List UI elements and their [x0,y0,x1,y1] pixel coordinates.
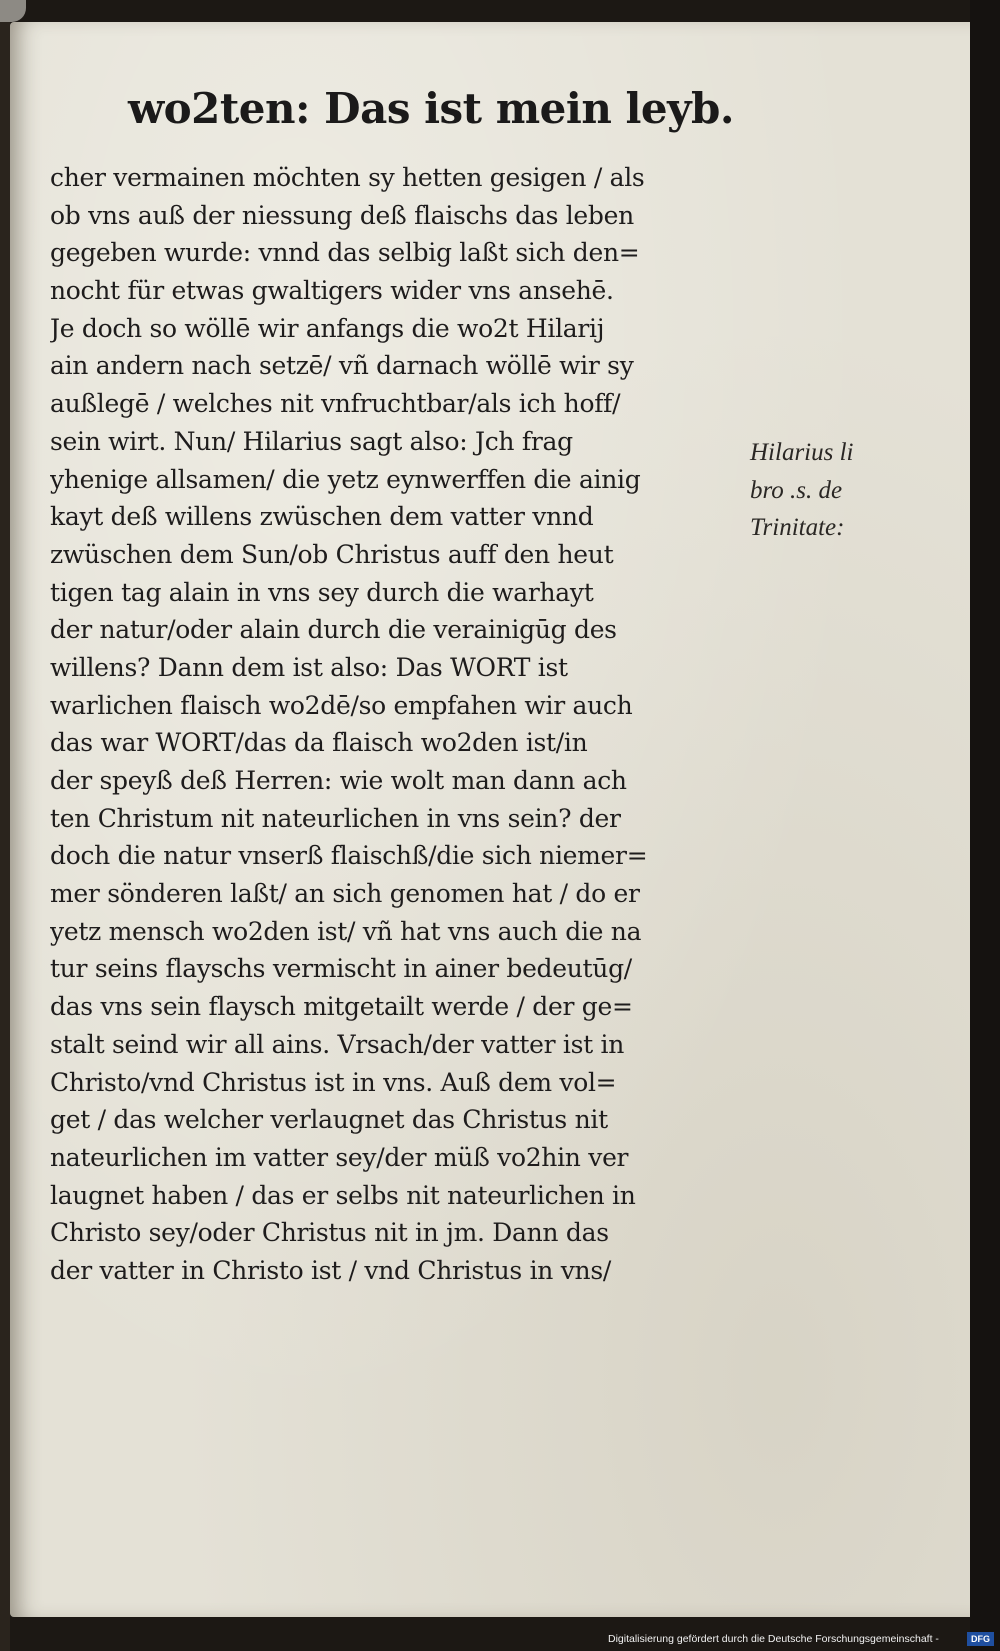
text-line: cher vermainen möchten sy hetten gesigen / als [50,163,645,192]
text-line: willens? Dann dem ist also: Das WORT ist [50,652,568,682]
text-line: der vatter in Christo ist / vnd Christus in vns/ [50,1255,612,1285]
text-line: ob vns auß der niessung deß flaischs das leben [50,200,634,230]
text-line: yetz mensch wo2den ist/ vñ hat vns auch die na [50,916,642,946]
text-line: Je doch so wöllē wir anfangs die wo2t Hilarij [50,313,605,343]
text-line: nocht für etwas gwaltigers wider vns ansehē. [50,276,614,306]
text-line: tur seins flayschs vermischt in ainer bedeutūg/ [50,954,632,984]
text-line: stalt seind wir all ains. Vrsach/der vatter ist in [50,1029,624,1059]
text-line: ten Christum nit nateurlichen in vns sein? der [50,803,621,833]
text-line: yhenige allsamen/ die yetz eynwerffen die ainig [50,464,641,494]
margin-note-line: Trinitate: [750,514,845,541]
corner-mark [0,0,26,22]
dfg-logo: DFG [967,1632,994,1646]
text-line: doch die natur vnserß flaischß/die sich niemer= [50,841,648,871]
margin-note [750,434,900,547]
text-line: das vns sein flaysch mitgetailt werde / der ge= [50,992,633,1022]
text-line: ain andern nach setzē/ vñ darnach wöllē wir sy [50,351,634,381]
digitization-credit: Digitalisierung gefördert durch die Deutsche Forschungsgemeinschaft - [608,1633,939,1645]
margin-note-line: bro .s. de [750,476,843,504]
text-line: nateurlichen im vatter sey/der müß vo2hin ver [50,1142,629,1172]
text-line: tigen tag alain in vns sey durch die warhayt [50,577,594,607]
page-right-edge [970,0,1000,1651]
text-line: mer sönderen laßt/ an sich genomen hat / do er [50,879,640,909]
text-line: außlegē / welches nit vnfruchtbar/als ich hoff/ [50,389,621,419]
text-line: zwüschen dem Sun/ob Christus auff den heut [50,539,614,569]
book-spine-shadow [0,0,10,1651]
text-line: sein wirt. Nun/ Hilarius sagt also: Jch frag [50,426,573,456]
page-header: wo2ten: Das ist mein leyb. [128,84,735,133]
text-line: der natur/oder alain durch die verainigūg des [50,615,617,645]
text-line: das war WORT/das da flaisch wo2den ist/in [50,728,588,758]
text-line: warlichen flaisch wo2dē/so empfahen wir auch [50,690,633,720]
text-line: gegeben wurde: vnnd das selbig laßt sich den= [50,238,640,268]
text-line: kayt deß willens zwüschen dem vatter vnnd [50,502,594,532]
text-line: get / das welcher verlaugnet das Christus nit [50,1105,608,1135]
margin-note-line: Hilarius li [750,439,854,466]
text-line: der speyß deß Herren: wie wolt man dann ach [50,766,627,795]
body-text [50,159,750,1290]
text-line: Christo sey/oder Christus nit in jm. Dann das [50,1218,609,1248]
text-line: Christo/vnd Christus ist in vns. Auß dem vol= [50,1067,617,1097]
text-line: laugnet haben / das er selbs nit nateurlichen in [50,1180,636,1210]
